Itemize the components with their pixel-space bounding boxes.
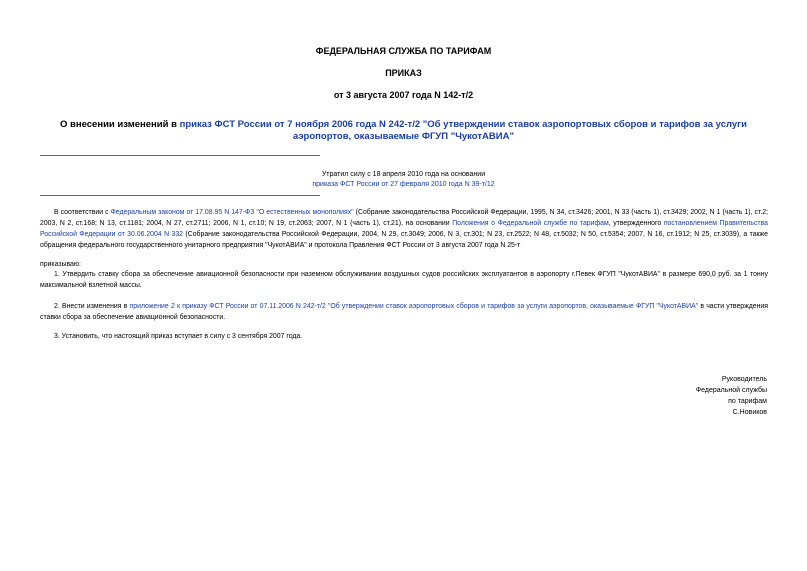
document-date-number: от 3 августа 2007 года N 142-т/2 <box>333 90 474 100</box>
status-note-text: Утратил силу с 18 апреля 2010 года на основании <box>321 171 486 178</box>
item-2-text-b: в части утверждения ставки сбора за обеспечение авиационной безопасности. <box>40 303 768 321</box>
signatory-name: С.Новиков <box>732 409 767 416</box>
item-3-paragraph: 3. Установить, что настоящий приказ вступает в силу с 3 сентября 2007 года. <box>54 333 303 340</box>
signature-title-2: Федеральной службы <box>695 387 767 394</box>
title-prefix: О внесении изменений в <box>60 119 180 130</box>
item-2-text-a: 2. Внести изменения в <box>54 303 130 310</box>
order-word: приказываю: <box>40 261 81 268</box>
status-note-line2 <box>0 181 807 188</box>
preamble-paragraph <box>40 207 768 251</box>
repeal-order-link[interactable]: приказа ФСТ России от 27 февраля 2010 года N 39-т/12 <box>312 181 495 188</box>
preamble-text-c: , утвержденного <box>608 220 664 227</box>
preamble-text-a: В соответствии с <box>54 209 111 216</box>
divider-top <box>40 155 320 156</box>
regulation-link[interactable]: Положения о Федеральной службе по тарифам <box>452 220 609 227</box>
item-1-paragraph: 1. Утвердить ставку сбора за обеспечение авиационной безопасности при наземном обслуживании воздушных судов российских эксплуатантов в аэропорту г.Певек ФГУП "ЧукотАВИА" в размере 690,0 руб. за 1 тонну максимальной взлетной массы. <box>40 271 768 289</box>
signature-title-3: по тарифам <box>728 398 767 405</box>
item-2-paragraph <box>40 301 768 323</box>
document-title <box>40 119 767 143</box>
document-type: ПРИКАЗ <box>385 68 422 78</box>
appendix-link[interactable]: приложение 2 к приказу ФСТ России от 07.11.2006 N 242-т/2 "Об утверждении ставок аэропортовых сборов и тарифов за услуги аэропортов, оказываемые ФГУП "ЧукотАВИА" <box>129 303 699 310</box>
preamble-text-b: (Собрание законодательства Российской Федерации, 1995, N 34, ст.3426; 2001, N 33 (часть 1), ст.3429; 2002, N 1 (часть 1), ст.2; 2003, N 2, ст.168; N 13, ст.1181; 2004, N 27, ст.2711; 2006, N 1, ст.10; N 19, ст.2063; 2007, N 1 (часть 1), ст.21), на основании <box>40 209 768 227</box>
preamble-text-d: (Собрание законодательства Российской Федерации, 2004, N 29, ст.3049; 2006, N 3, ст.301; N 23, ст.2522; N 48, ст.5032; N 50, ст.5354; 2007, N 16, ст.1912; N 25, ст.3039), а также обращения федерального государственного унитарного предприятия "ЧукотАВИА" и протокола Правления ФСТ России от 3 августа 2007 года N 25-т <box>40 231 768 249</box>
federal-law-link[interactable]: Федеральным законом от 17.08.95 N 147-ФЗ "О естественных монополиях" <box>110 209 354 216</box>
divider-bottom <box>40 195 320 196</box>
signature-title-1: Руководитель <box>721 376 767 383</box>
government-decree-link[interactable]: постановлением Правительства Российской Федерации от 30.06.2004 N 332 <box>40 220 768 238</box>
title-link[interactable]: приказ ФСТ России от 7 ноября 2006 года N 242-т/2 "Об утверждении ставок аэропортовых сборов и тарифов за услуги аэропортов, оказываемые ФГУП "ЧукотАВИА" <box>179 119 747 142</box>
agency-name: ФЕДЕРАЛЬНАЯ СЛУЖБА ПО ТАРИФАМ <box>315 46 492 56</box>
